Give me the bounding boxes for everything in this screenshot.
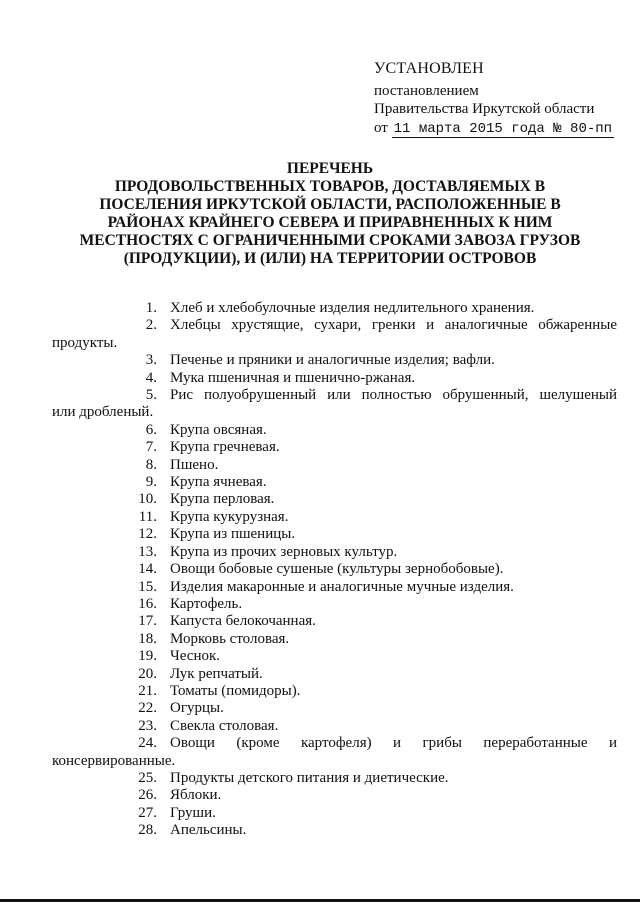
item-number: 12. bbox=[138, 526, 157, 543]
item-text: Яблоки. bbox=[170, 787, 222, 804]
item-number: 15. bbox=[138, 578, 157, 595]
list-item bbox=[115, 439, 617, 456]
item-text: Крупа из пшеницы. bbox=[170, 526, 296, 543]
heading-line-2: ПРОДОВОЛЬСТВЕННЫХ ТОВАРОВ, ДОСТАВЛЯЕМЫХ В bbox=[114, 178, 546, 195]
list-item bbox=[115, 300, 617, 317]
item-text: Крупа перловая. bbox=[170, 491, 275, 508]
item-text: Огурцы. bbox=[170, 700, 224, 717]
item-number: 24. bbox=[138, 735, 157, 752]
heading-line-5: МЕСТНОСТЯХ С ОГРАНИЧЕННЫМИ СРОКАМИ ЗАВОЗА ГРУЗОВ bbox=[79, 232, 581, 249]
list-item bbox=[115, 613, 617, 630]
list-item bbox=[115, 718, 617, 735]
item-text: Изделия макаронные и аналогичные мучные изделия. bbox=[170, 578, 514, 595]
approval-date-line bbox=[374, 119, 614, 138]
list-item bbox=[115, 509, 617, 526]
item-number: 10. bbox=[138, 491, 157, 508]
item-number: 16. bbox=[138, 595, 157, 612]
item-text: Чеснок. bbox=[170, 648, 221, 665]
item-number: 13. bbox=[138, 543, 157, 560]
item-number: 23. bbox=[138, 717, 157, 734]
list-item bbox=[115, 422, 617, 439]
list-item bbox=[115, 544, 617, 561]
item-text: Хлебцы хрустящие, сухари, гренки и аналогичные обжаренные bbox=[170, 317, 617, 334]
item-text: Продукты детского питания и диетические. bbox=[170, 769, 449, 786]
item-number: 26. bbox=[138, 787, 157, 804]
item-text: Мука пшеничная и пшенично-ржаная. bbox=[170, 369, 416, 386]
item-text: Томаты (помидоры). bbox=[170, 682, 301, 699]
item-number: 7. bbox=[145, 439, 157, 456]
item-number: 8. bbox=[145, 456, 157, 473]
approval-date: 11 марта 2015 года № 80-пп bbox=[393, 120, 613, 137]
list-item bbox=[115, 822, 617, 839]
list-item bbox=[115, 683, 617, 700]
item-number: 22. bbox=[138, 700, 157, 717]
approval-stamp bbox=[374, 60, 614, 138]
list-item bbox=[115, 317, 617, 334]
heading-line-3: ПОСЕЛЕНИЯ ИРКУТСКОЙ ОБЛАСТИ, РАСПОЛОЖЕННЫЕ В bbox=[99, 196, 561, 213]
item-number: 27. bbox=[138, 804, 157, 821]
product-list bbox=[52, 300, 617, 840]
page-bottom-rule bbox=[0, 899, 640, 902]
list-item bbox=[115, 648, 617, 665]
list-item bbox=[115, 770, 617, 787]
heading-line-6: (ПРОДУКЦИИ), И (ИЛИ) НА ТЕРРИТОРИИ ОСТРОВОВ bbox=[123, 250, 537, 267]
item-number: 3. bbox=[145, 352, 157, 369]
item-number: 9. bbox=[145, 474, 157, 491]
list-item bbox=[115, 700, 617, 717]
item-text-continuation: консервированные. bbox=[52, 752, 176, 769]
item-text-continuation: продукты. bbox=[52, 334, 118, 351]
item-number: 19. bbox=[138, 648, 157, 665]
item-number: 17. bbox=[138, 613, 157, 630]
item-number: 18. bbox=[138, 630, 157, 647]
item-number: 2. bbox=[145, 317, 157, 334]
item-text: Морковь столовая. bbox=[170, 630, 290, 647]
list-item bbox=[115, 631, 617, 648]
item-number: 4. bbox=[145, 369, 157, 386]
item-text: Овощи бобовые сушеные (культуры зернобобовые). bbox=[170, 561, 504, 578]
list-item bbox=[115, 491, 617, 508]
item-text: Капуста белокочанная. bbox=[170, 613, 316, 630]
approval-title: УСТАНОВЛЕН bbox=[374, 60, 484, 77]
item-number: 5. bbox=[145, 387, 157, 404]
list-item bbox=[115, 370, 617, 387]
approval-line-1: постановлением bbox=[374, 82, 479, 99]
item-text: Крупа кукурузная. bbox=[170, 508, 289, 525]
list-item bbox=[115, 787, 617, 804]
list-item bbox=[115, 805, 617, 822]
item-text-continuation: или дробленый. bbox=[52, 404, 154, 421]
item-text: Груши. bbox=[170, 804, 216, 821]
item-number: 11. bbox=[138, 508, 157, 525]
item-text: Пшено. bbox=[170, 456, 219, 473]
item-text: Крупа овсяная. bbox=[170, 421, 267, 438]
list-item bbox=[115, 561, 617, 578]
document-heading bbox=[60, 160, 600, 268]
item-text: Крупа из прочих зерновых культур. bbox=[170, 543, 398, 560]
approval-line-2: Правительства Иркутской области bbox=[374, 101, 595, 117]
item-text: Овощи (кроме картофеля) и грибы переработанные и bbox=[170, 735, 617, 752]
item-text: Хлеб и хлебобулочные изделия недлительного хранения. bbox=[170, 300, 535, 316]
list-item bbox=[115, 735, 617, 752]
item-text: Крупа ячневая. bbox=[170, 474, 267, 491]
list-item bbox=[115, 457, 617, 474]
list-item bbox=[115, 474, 617, 491]
list-item bbox=[115, 596, 617, 613]
item-text: Апельсины. bbox=[170, 822, 247, 839]
item-number: 6. bbox=[145, 421, 157, 438]
heading-line-4: РАЙОНАХ КРАЙНЕГО СЕВЕРА И ПРИРАВНЕННЫХ К НИМ bbox=[107, 214, 553, 231]
list-item bbox=[115, 579, 617, 596]
item-number: 20. bbox=[138, 665, 157, 682]
item-text: Свекла столовая. bbox=[170, 717, 279, 734]
item-text: Рис полуобрушенный или полностью обрушенный, шелушеный bbox=[170, 387, 617, 404]
list-item bbox=[115, 352, 617, 369]
heading-line-1: ПЕРЕЧЕНЬ bbox=[286, 160, 374, 177]
item-number: 25. bbox=[138, 769, 157, 786]
item-text: Лук репчатый. bbox=[170, 665, 263, 682]
list-item bbox=[115, 666, 617, 683]
item-number: 28. bbox=[138, 822, 157, 839]
item-text: Картофель. bbox=[170, 595, 243, 612]
item-number: 1. bbox=[145, 300, 157, 316]
item-number: 14. bbox=[138, 561, 157, 578]
list-item bbox=[115, 387, 617, 404]
item-text: Крупа гречневая. bbox=[170, 439, 280, 456]
item-text: Печенье и пряники и аналогичные изделия; вафли. bbox=[170, 352, 495, 369]
list-item bbox=[115, 526, 617, 543]
from-label: от bbox=[374, 119, 388, 136]
item-number: 21. bbox=[138, 682, 157, 699]
